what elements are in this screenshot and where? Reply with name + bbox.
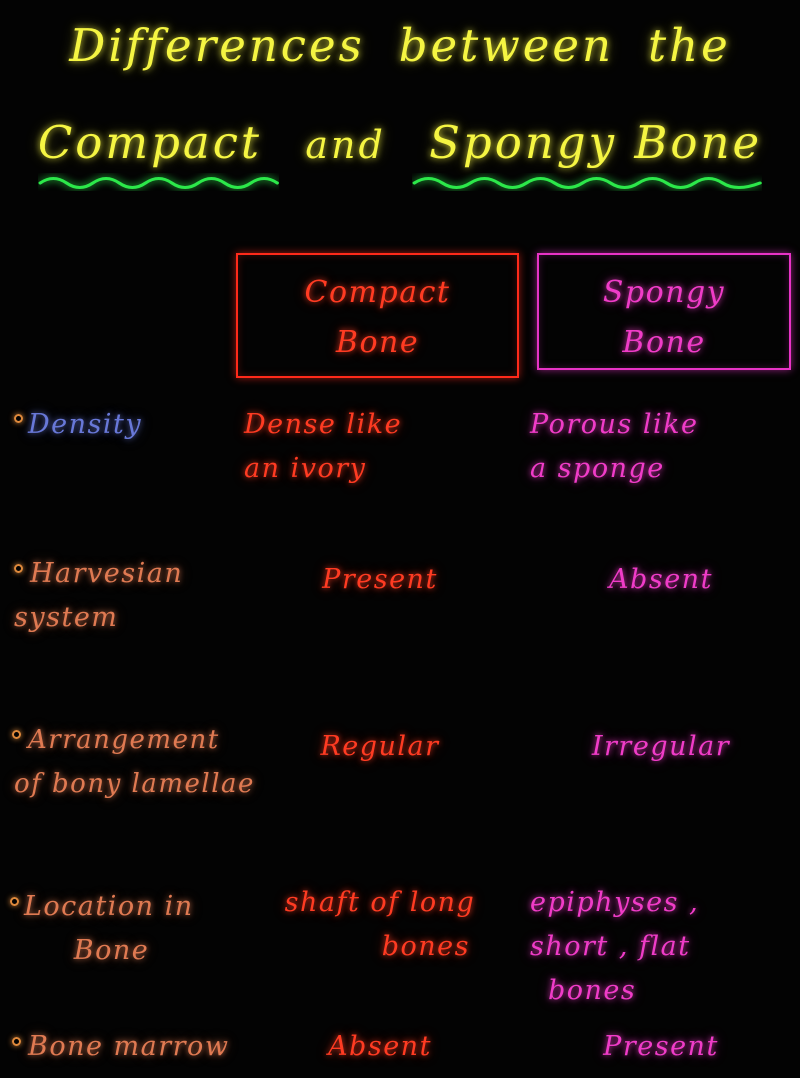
row-label-density (28, 403, 238, 447)
row-value-line: Absent (328, 1031, 432, 1062)
bullet-icon (12, 1037, 21, 1046)
row-value-spongy (530, 881, 792, 1013)
row-label-line: Harvesian (30, 558, 184, 589)
row-value-compact (244, 558, 516, 602)
row-value-line: Dense like (244, 409, 403, 440)
title-word-compact: Compact (38, 116, 279, 169)
row-value-spongy (530, 1025, 792, 1069)
title-word-and: and (305, 123, 386, 167)
page-title (0, 8, 800, 182)
row-label-line: Bone (73, 935, 150, 966)
row-value-line: shaft of long (284, 887, 476, 918)
row-value-line: short , flat (530, 931, 691, 962)
row-label-line: Density (28, 409, 143, 440)
row-label-line: Location in (24, 891, 194, 922)
header-spongy-line1: Spongy (602, 275, 726, 310)
header-compact-line2: Bone (335, 325, 420, 360)
row-label-line: Bone marrow (28, 1031, 230, 1062)
row-value-line: bones (381, 931, 470, 962)
column-header-compact-bone (236, 253, 519, 378)
row-label-bone-marrow (28, 1025, 260, 1069)
bullet-icon (10, 897, 19, 906)
squiggle-underline-icon (38, 173, 279, 191)
row-value-compact (244, 403, 516, 491)
row-label-harvesian-system (14, 552, 245, 640)
title-word-spongy-bone: Spongy Bone (412, 116, 762, 169)
bullet-icon (14, 564, 23, 573)
title-line-1 (0, 8, 800, 84)
row-label-line: system (14, 602, 119, 633)
row-value-spongy (530, 558, 792, 602)
column-header-spongy-bone (537, 253, 791, 370)
title-word-between: between (398, 19, 615, 72)
row-label-location-in-bone (24, 885, 239, 973)
row-value-line: Absent (609, 564, 713, 595)
row-value-line: a sponge (530, 453, 665, 484)
row-value-line: Porous like (530, 409, 699, 440)
squiggle-underline-icon (412, 173, 762, 191)
title-word-the: the (648, 19, 731, 72)
row-value-line: bones (548, 975, 637, 1006)
row-label-arrangement-of-bony-lamellae (14, 718, 260, 806)
row-value-spongy (530, 403, 792, 491)
row-value-line: epiphyses , (530, 887, 700, 918)
row-value-compact (244, 881, 516, 969)
row-label-line: Arrangement (28, 725, 220, 755)
row-value-line: Present (322, 564, 438, 595)
title-line-2 (0, 106, 800, 182)
bullet-icon (12, 730, 21, 739)
row-value-spongy (530, 725, 792, 769)
title-word-differences: Differences (69, 19, 365, 72)
row-value-line: an ivory (244, 453, 367, 484)
row-value-line: Regular (320, 731, 440, 762)
row-label-line: of bony lamellae (14, 769, 255, 799)
row-value-compact (244, 725, 516, 769)
row-value-line: Irregular (591, 731, 731, 762)
header-spongy-line2: Bone (622, 325, 706, 360)
header-compact-line1: Compact (304, 275, 451, 310)
bullet-icon (14, 414, 23, 423)
row-value-compact (244, 1025, 516, 1069)
row-value-line: Present (603, 1031, 719, 1062)
